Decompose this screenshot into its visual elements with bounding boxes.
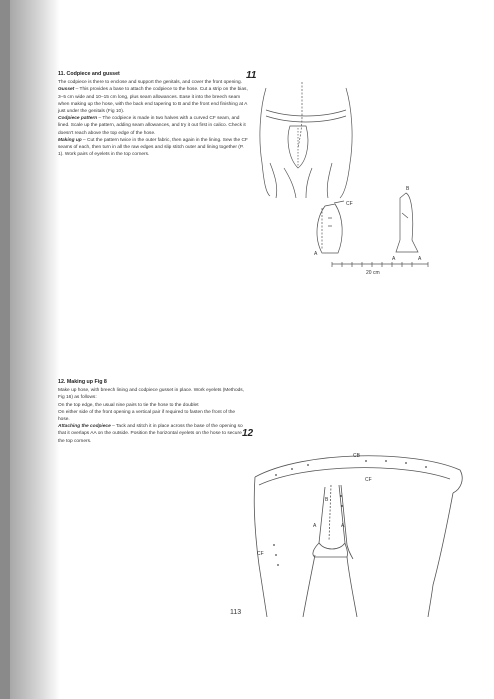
pattern-label: Codpiece pattern [58, 116, 98, 122]
fig-12-b-label: B [325, 497, 329, 503]
section-12-text [58, 379, 248, 445]
attach-text: – Tack and stitch it in place across the base of the opening so that it overlaps AA on the outside. Position the horizontal eyelets on the hose to secure the top corners. [58, 424, 243, 444]
page-edge [0, 0, 10, 699]
page-number: 113 [230, 609, 242, 616]
attach-paragraph [58, 423, 248, 445]
fig-11-a-label: A [314, 251, 318, 257]
fig-11-number: 11 [246, 70, 257, 81]
section-11-heading: 11. Codpiece and gusset [58, 71, 120, 77]
makeup-paragraph [58, 137, 248, 159]
fig-12-a-left-label: A [313, 523, 317, 529]
attach-label: Attaching the codpiece [58, 424, 111, 430]
fig-12-drawing [245, 445, 475, 620]
fig-11-drawing [240, 68, 470, 283]
fig-12-cb-label: CB [353, 453, 360, 459]
fig-12-number: 12 [242, 428, 254, 439]
gusset-label: Gusset [58, 87, 75, 93]
section-11-intro: The codpiece is there to enclose and support the genitals, and cover the front opening. [58, 80, 243, 86]
section-12-intro: Make up hose, with breech lining and codpiece gusset in place. Work eyelets (Methods, Fig 16) as follows: [58, 388, 245, 401]
pattern-paragraph [58, 115, 248, 137]
fig-11-a-left-label: A [392, 256, 396, 262]
makeup-text: – Cut the pattern twice in the outer fabric, then again in the lining. Sew the CF seams of each, then turn in all the raw edges and slip stitch outer and lining together (P. 1). Work pairs of eyelets in the top corners. [58, 137, 248, 158]
section-11-text [58, 71, 248, 158]
fig-11-b-label: B [406, 186, 410, 192]
fig-12-cf-side-label: CF [257, 551, 264, 557]
fig-11-cf-label: CF [346, 201, 353, 207]
gusset-paragraph [58, 86, 248, 115]
fig-12-a-right-label: A [341, 523, 345, 529]
section-12-p2: On either side of the front opening a vertical pair if required to fasten the front of the hose. [58, 409, 236, 423]
gusset-text: – This provides a base to attach the codpiece to the hose. Cut a strip on the bias, 3–5 cm wide and 10–15 cm long, plus seam allowances. Ease it into the breech seam when making up the hose, with the back end tapering to B and the front end finishing at A just under the genitals (Fig 10). [58, 87, 248, 115]
fig-12-cf-label: CF [365, 477, 372, 483]
section-12-heading: 12. Making up Fig 8 [58, 379, 107, 385]
pattern-text: – The codpiece is made in two halves with a curved CF seam, and lined. Scale up the pattern, adding seam allowances, and try it out first in calico. Check it doesn't reach above the top edge of the hose. [58, 116, 246, 136]
section-12-p1: On the top edge, the usual nine pairs to tie the hose to the doublet [58, 402, 199, 408]
makeup-label: Making up [58, 137, 82, 143]
fig-11-scale-label: 20 cm [366, 270, 380, 276]
fig-11-a-right-label: A [418, 256, 422, 262]
